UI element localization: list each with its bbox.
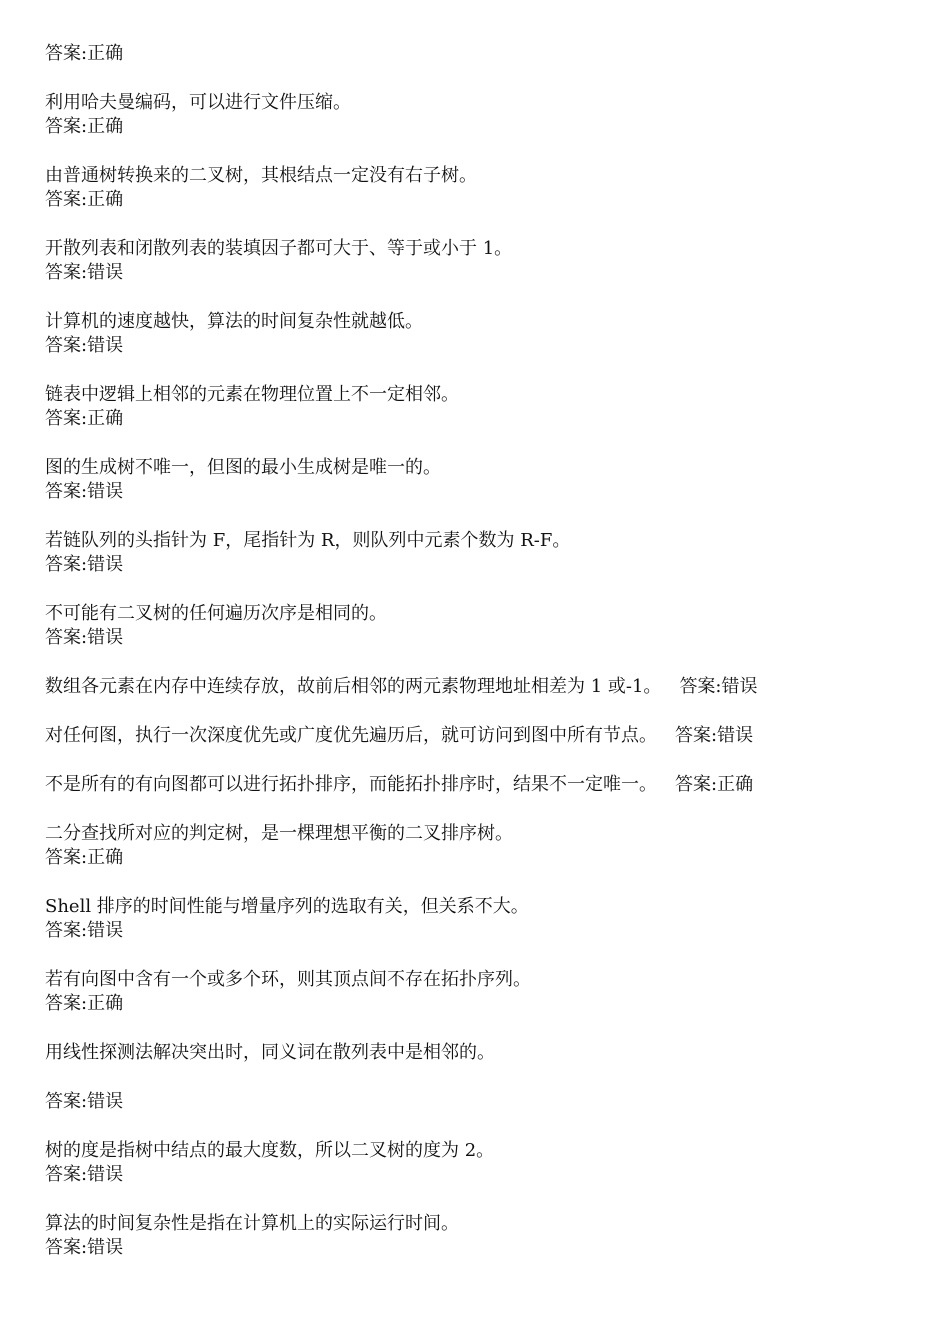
document-page — [45, 42, 925, 1260]
answer-line: 答案:错误 — [45, 262, 124, 283]
question-line: 用线性探测法解决突出时，同义词在散列表中是相邻的。 — [45, 1042, 495, 1063]
question-line: 树的度是指树中结点的最大度数，所以二叉树的度为 2。 — [45, 1140, 495, 1161]
answer-line: 答案:正确 — [45, 408, 124, 429]
answer-line: 答案:错误 — [45, 627, 124, 648]
answer-line: 答案:错误 — [45, 554, 124, 575]
answer-line: 答案:错误 — [45, 1237, 124, 1258]
answer-line: 答案:正确 — [45, 43, 124, 64]
question-text: 数组各元素在内存中连续存放，故前后相邻的两元素物理地址相差为 1 或-1。 — [45, 676, 662, 697]
question-line: 算法的时间复杂性是指在计算机上的实际运行时间。 — [45, 1213, 459, 1234]
question-line: 若有向图中含有一个或多个环，则其顶点间不存在拓扑序列。 — [45, 969, 531, 990]
answer-line: 答案:正确 — [45, 189, 124, 210]
question-line: 由普通树转换来的二叉树，其根结点一定没有右子树。 — [45, 165, 477, 186]
answer-line: 答案:错误 — [45, 920, 124, 941]
question-line: Shell 排序的时间性能与增量序列的选取有关，但关系不大。 — [45, 896, 529, 917]
answer-line: 答案:正确 — [45, 847, 124, 868]
answer-line: 答案:错误 — [45, 481, 124, 502]
answer-text: 答案:正确 — [675, 774, 754, 795]
answer-line: 答案:正确 — [45, 993, 124, 1014]
question-line: 利用哈夫曼编码，可以进行文件压缩。 — [45, 92, 351, 113]
question-line: 链表中逻辑上相邻的元素在物理位置上不一定相邻。 — [45, 384, 459, 405]
question-line: 若链队列的头指针为 F，尾指针为 R，则队列中元素个数为 R-F。 — [45, 530, 571, 551]
question-answer-line — [45, 773, 925, 797]
answer-text: 答案:错误 — [679, 676, 758, 697]
answer-line: 答案:错误 — [45, 1091, 124, 1112]
question-line: 不可能有二叉树的任何遍历次序是相同的。 — [45, 603, 387, 624]
question-answer-line — [45, 724, 925, 748]
question-line: 二分查找所对应的判定树，是一棵理想平衡的二叉排序树。 — [45, 823, 513, 844]
question-line: 开散列表和闭散列表的装填因子都可大于、等于或小于 1。 — [45, 238, 513, 259]
answer-text: 答案:错误 — [675, 725, 754, 746]
answer-line: 答案:正确 — [45, 116, 124, 137]
question-line: 图的生成树不唯一，但图的最小生成树是唯一的。 — [45, 457, 441, 478]
question-text: 对任何图，执行一次深度优先或广度优先遍历后，就可访问到图中所有节点。 — [45, 725, 657, 746]
question-text: 不是所有的有向图都可以进行拓扑排序，而能拓扑排序时，结果不一定唯一。 — [45, 774, 657, 795]
answer-line: 答案:错误 — [45, 335, 124, 356]
question-answer-line — [45, 675, 925, 699]
question-line: 计算机的速度越快，算法的时间复杂性就越低。 — [45, 311, 423, 332]
answer-line: 答案:错误 — [45, 1164, 124, 1185]
